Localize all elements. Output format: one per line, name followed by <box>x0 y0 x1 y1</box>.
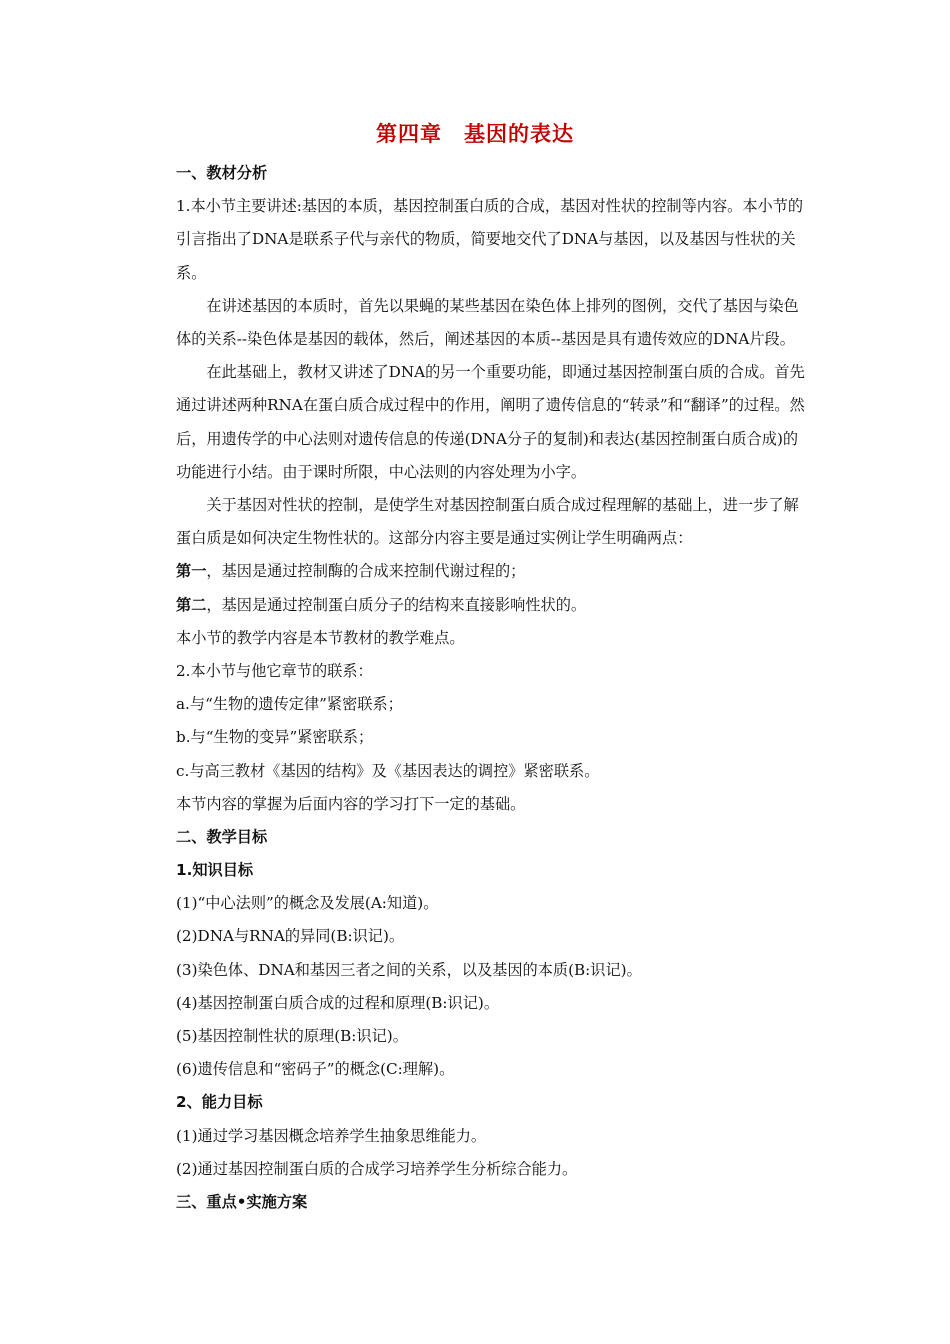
subheading-ability-goals: 2、能力目标 <box>176 1093 263 1112</box>
paragraph-trait-control: 关于基因对性状的控制，是使学生对基因控制蛋白质合成过程理解的基础上，进一步了解蛋白质是如何决定生物性状的。这部分内容主要是通过实例让学生明确两点： <box>176 496 799 548</box>
relation-item-c: c.与高三教材《基因的结构》及《基因表达的调控》紧密联系。 <box>176 761 600 780</box>
point-first <box>176 555 810 588</box>
point-second-text: ，基因是通过控制蛋白质分子的结构来直接影响性状的。 <box>206 595 587 614</box>
paragraph-protein-synthesis: 在此基础上，教材又讲述了DNA的另一个重要功能，即通过基因控制蛋白质的合成。首先通过讲述两种RNA在蛋白质合成过程中的作用，阐明了遗传信息的“转录”和“翻译”的过程。然后，用遗传学的中心法则对遗传信息的传递(DNA分子的复制)和表达(基因控制蛋白质合成)的功能进行小结。由于课时所限，中心法则的内容处理为小字。 <box>176 363 805 481</box>
paragraph-relations-heading: 2.本小节与他它章节的联系： <box>176 661 373 680</box>
knowledge-item-6: (6)遗传信息和“密码子”的概念(C:理解)。 <box>176 1060 455 1079</box>
document-body <box>176 157 810 1219</box>
knowledge-item-5: (5)基因控制性状的原理(B:识记)。 <box>176 1027 408 1046</box>
ability-item-2: (2)通过基因控制蛋白质的合成学习培养学生分析综合能力。 <box>176 1159 578 1178</box>
section-heading-textbook-analysis: 一、教材分析 <box>176 164 268 182</box>
knowledge-item-1: (1)“中心法则”的概念及发展(A:知道)。 <box>176 894 439 913</box>
subheading-knowledge-goals: 1.知识目标 <box>176 861 254 880</box>
point-second-label: 第二 <box>176 595 207 614</box>
section-heading-key-points: 三、重点•实施方案 <box>176 1192 308 1211</box>
knowledge-item-3: (3)染色体、DNA和基因三者之间的关系，以及基因的本质(B:识记)。 <box>176 960 642 979</box>
knowledge-item-2: (2)DNA与RNA的异同(B:识记)。 <box>176 927 405 946</box>
relation-item-b: b.与“生物的变异”紧密联系； <box>176 728 374 747</box>
point-second <box>176 589 810 622</box>
point-first-text: ，基因是通过控制酶的合成来控制代谢过程的； <box>206 562 526 581</box>
paragraph-difficulty: 本小节的教学内容是本节教材的教学难点。 <box>176 628 465 647</box>
paragraph-gene-essence: 在讲述基因的本质时，首先以果蝇的某些基因在染色体上排列的图例，交代了基因与染色体的关系--染色体是基因的载体，然后，阐述基因的本质--基因是具有遗传效应的DNA片段。 <box>176 296 799 348</box>
section-heading-teaching-goals: 二、教学目标 <box>176 827 268 846</box>
relation-item-a: a.与“生物的遗传定律”紧密联系； <box>176 695 403 714</box>
knowledge-item-4: (4)基因控制蛋白质合成的过程和原理(B:识记)。 <box>176 993 500 1012</box>
page-title: 第四章 基因的表达 <box>376 122 574 146</box>
ability-item-1: (1)通过学习基因概念培养学生抽象思维能力。 <box>176 1126 487 1145</box>
paragraph-overview: 1.本小节主要讲述:基因的本质，基因控制蛋白质的合成，基因对性状的控制等内容。本小节的引言指出了DNA是联系子代与亲代的物质，简要地交代了DNA与基因，以及基因与性状的关系。 <box>176 197 804 282</box>
point-first-label: 第一 <box>176 562 207 581</box>
paragraph-foundation: 本节内容的掌握为后面内容的学习打下一定的基础。 <box>176 794 526 813</box>
